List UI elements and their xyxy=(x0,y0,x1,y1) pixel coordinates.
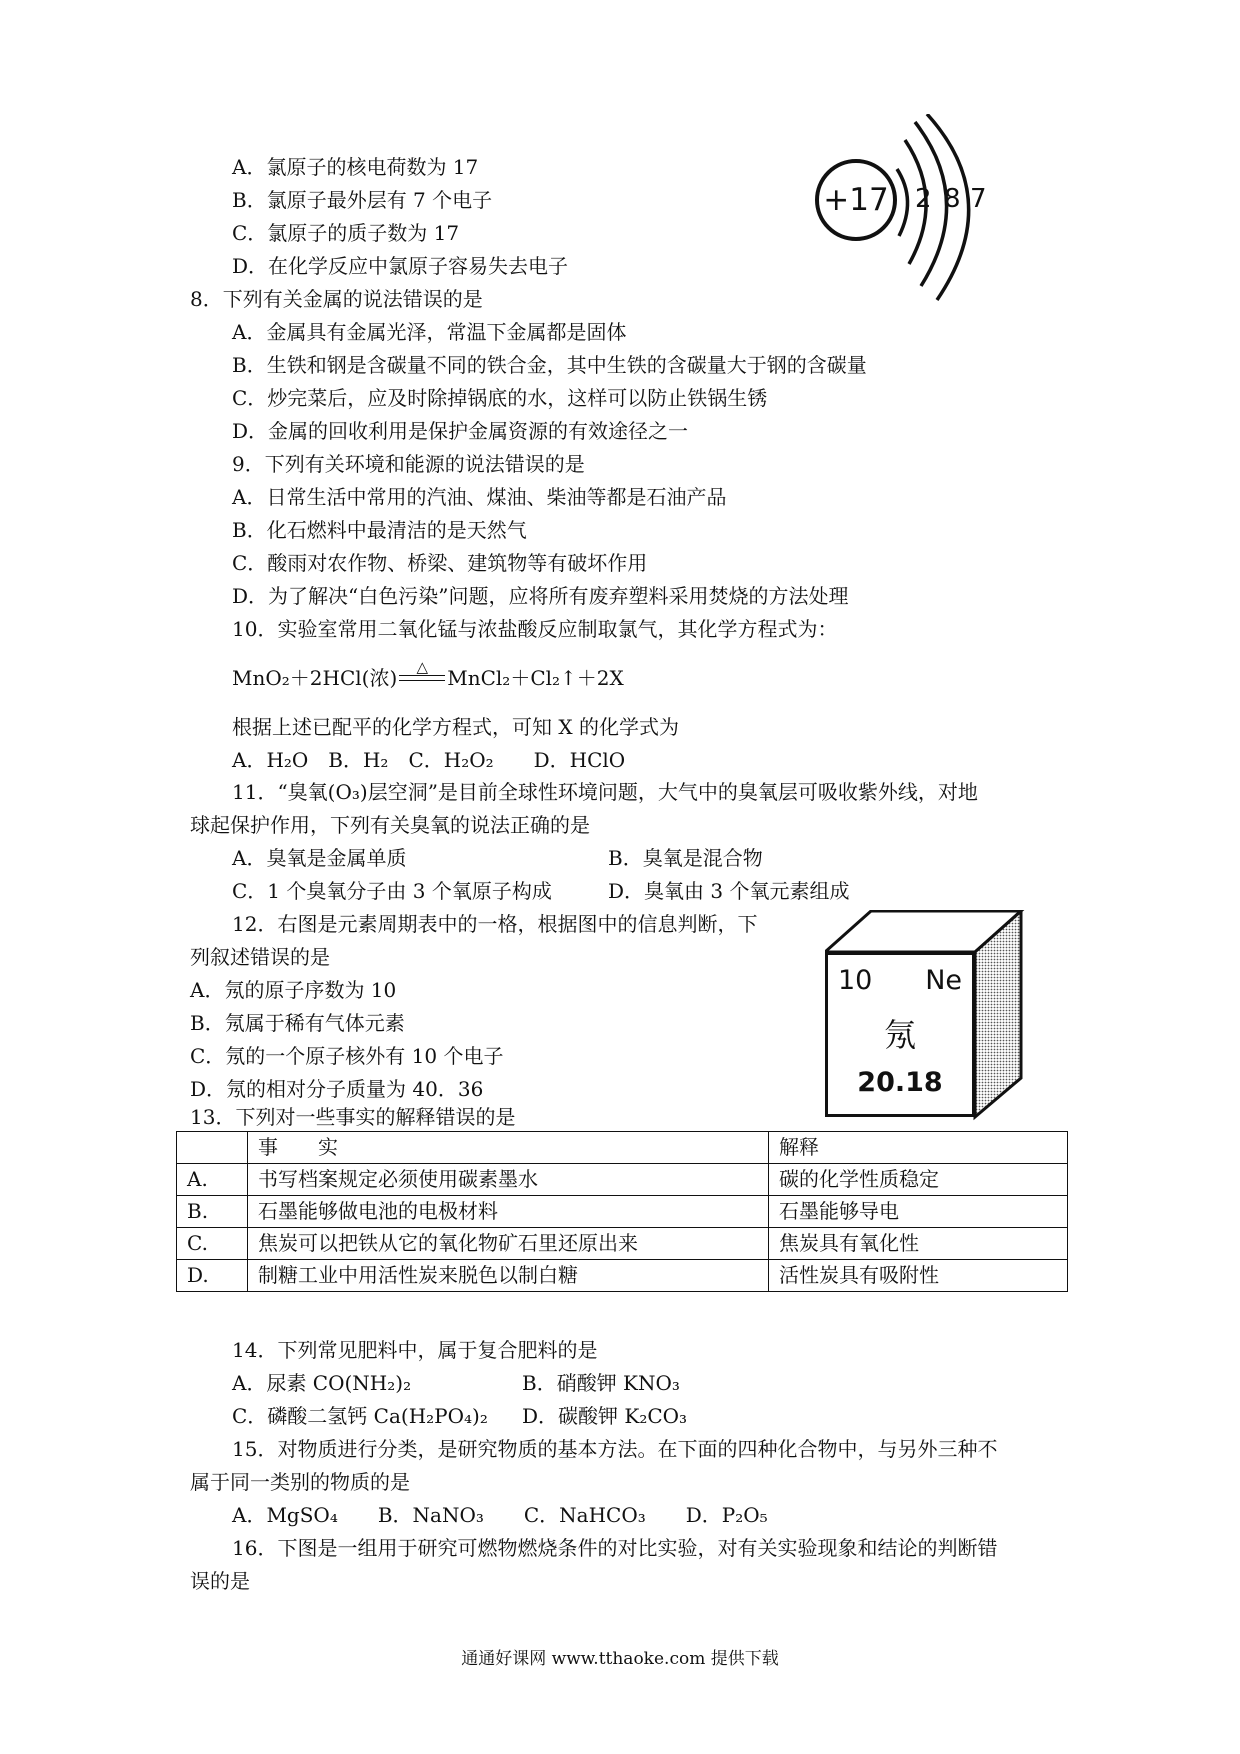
header-cell: 事 实 xyxy=(248,1132,769,1164)
explanation-cell: 石墨能够导电 xyxy=(769,1196,1068,1228)
fact-cell: 书写档案规定必须使用碳素墨水 xyxy=(248,1164,769,1196)
q8-stem: 8．下列有关金属的说法错误的是 xyxy=(190,287,483,311)
nucleus: +17 xyxy=(815,159,897,241)
fact-cell: 焦炭可以把铁从它的氧化物矿石里还原出来 xyxy=(248,1228,769,1260)
q11-option-b: B．臭氧是混合物 xyxy=(608,846,763,870)
q14-option-a: A．尿素 CO(NH₂)₂ xyxy=(232,1371,412,1395)
q11-stem-line1: 11．“臭氧(O₃)层空洞”是目前全球性环境问题，大气中的臭氧层可吸收紫外线，对地 xyxy=(232,780,978,804)
q16-stem-line1: 16．下图是一组用于研究可燃物燃烧条件的对比实验，对有关实验现象和结论的判断错 xyxy=(232,1536,998,1560)
row-label: B. xyxy=(177,1196,248,1228)
atomic-mass: 20.18 xyxy=(857,1067,943,1098)
q8-option-d: D．金属的回收利用是保护金属资源的有效途径之一 xyxy=(232,419,689,443)
q15-stem-line2: 属于同一类别的物质的是 xyxy=(190,1470,410,1494)
q9-option-a: A．日常生活中常用的汽油、煤油、柴油等都是石油产品 xyxy=(232,485,727,509)
fact-cell: 石墨能够做电池的电极材料 xyxy=(248,1196,769,1228)
table-header-row xyxy=(177,1132,1068,1164)
element-name: 氖 xyxy=(883,1016,916,1054)
header-cell xyxy=(177,1132,248,1164)
q16-stem-line2: 误的是 xyxy=(190,1569,250,1593)
q12-option-b: B．氖属于稀有气体元素 xyxy=(190,1011,405,1035)
q8-option-c: C．炒完菜后，应及时除掉锅底的水，这样可以防止铁锅生锈 xyxy=(232,386,768,410)
row-label: D. xyxy=(177,1260,248,1292)
header-cell: 解释 xyxy=(769,1132,1068,1164)
q11-option-d: D．臭氧由 3 个氧元素组成 xyxy=(608,879,850,903)
q12-option-a: A．氖的原子序数为 10 xyxy=(190,978,397,1002)
q8-option-a: A．金属具有金属光泽，常温下金属都是固体 xyxy=(232,320,627,344)
cell-face xyxy=(825,952,975,1117)
explanation-cell: 焦炭具有氧化性 xyxy=(769,1228,1068,1260)
table-row xyxy=(177,1164,1068,1196)
shell-2-electrons: 8 xyxy=(944,184,961,214)
element-symbol: Ne xyxy=(925,965,962,996)
atomic-number: 10 xyxy=(838,965,873,996)
q12-option-d: D．氖的相对分子质量为 40．36 xyxy=(190,1077,484,1101)
q12-stem-line2: 列叙述错误的是 xyxy=(190,945,330,969)
shell-1-electrons: 2 xyxy=(915,184,932,214)
heat-condition: △ xyxy=(416,657,429,676)
q7-option-c: C．氯原子的质子数为 17 xyxy=(232,221,460,245)
q9-option-b: B．化石燃料中最清洁的是天然气 xyxy=(232,518,527,542)
q10-equation xyxy=(232,657,624,691)
q7-option-b: B．氯原子最外层有 7 个电子 xyxy=(232,188,493,212)
table-row xyxy=(177,1196,1068,1228)
chlorine-atom-diagram xyxy=(805,114,1005,304)
table-row xyxy=(177,1228,1068,1260)
q11-option-a: A．臭氧是金属单质 xyxy=(232,846,407,870)
q9-option-c: C．酸雨对农作物、桥梁、建筑物等有破坏作用 xyxy=(232,551,648,575)
q9-option-d: D．为了解决“白色污染”问题，应将所有废弃塑料采用焚烧的方法处理 xyxy=(232,584,849,608)
explanation-cell: 活性炭具有吸附性 xyxy=(769,1260,1068,1292)
q11-option-c: C．1 个臭氧分子由 3 个氧原子构成 xyxy=(232,879,552,903)
explanation-cell: 碳的化学性质稳定 xyxy=(769,1164,1068,1196)
q12-stem-line1: 12．右图是元素周期表中的一格，根据图中的信息判断，下 xyxy=(232,912,758,936)
q15-options: A．MgSO₄ B．NaNO₃ C．NaHCO₃ D．P₂O₅ xyxy=(232,1503,768,1527)
q10-stem: 10．实验室常用二氧化锰与浓盐酸反应制取氯气，其化学方程式为： xyxy=(232,617,838,641)
equation-right: MnCl₂＋Cl₂↑＋2X xyxy=(447,666,624,690)
q13-table xyxy=(176,1131,1068,1292)
q14-option-d: D．碳酸钾 K₂CO₃ xyxy=(522,1404,688,1428)
q14-stem: 14．下列常见肥料中，属于复合肥料的是 xyxy=(232,1338,598,1362)
q7-option-d: D．在化学反应中氯原子容易失去电子 xyxy=(232,254,569,278)
q7-option-a: A．氯原子的核电荷数为 17 xyxy=(232,155,479,179)
table-row xyxy=(177,1260,1068,1292)
row-label: C. xyxy=(177,1228,248,1260)
q10-question: 根据上述已配平的化学方程式，可知 X 的化学式为 xyxy=(232,715,679,739)
page-footer: 通通好课网 www.tthaoke.com 提供下载 xyxy=(461,1649,779,1669)
q12-option-c: C．氖的一个原子核外有 10 个电子 xyxy=(190,1044,504,1068)
shell-3-electrons: 7 xyxy=(970,184,987,214)
q10-options: A．H₂O B．H₂ C．H₂O₂ D．HClO xyxy=(232,748,626,772)
q14-option-c: C．磷酸二氢钙 Ca(H₂PO₄)₂ xyxy=(232,1404,488,1428)
fact-cell: 制糖工业中用活性炭来脱色以制白糖 xyxy=(248,1260,769,1292)
equation-left: MnO₂＋2HCl(浓) xyxy=(232,666,398,690)
q14-option-b: B．硝酸钾 KNO₃ xyxy=(522,1371,680,1395)
q15-stem-line1: 15．对物质进行分类，是研究物质的基本方法。在下面的四种化合物中，与另外三种不 xyxy=(232,1437,998,1461)
q13-stem: 13．下列对一些事实的解释错误的是 xyxy=(190,1105,516,1129)
q9-stem: 9．下列有关环境和能源的说法错误的是 xyxy=(232,452,585,476)
row-label: A. xyxy=(177,1164,248,1196)
q11-stem-line2: 球起保护作用，下列有关臭氧的说法正确的是 xyxy=(190,813,590,837)
q8-option-b: B．生铁和钢是含碳量不同的铁合金，其中生铁的含碳量大于钢的含碳量 xyxy=(232,353,867,377)
equation-arrow xyxy=(399,657,445,690)
periodic-table-cell xyxy=(825,910,1030,1125)
